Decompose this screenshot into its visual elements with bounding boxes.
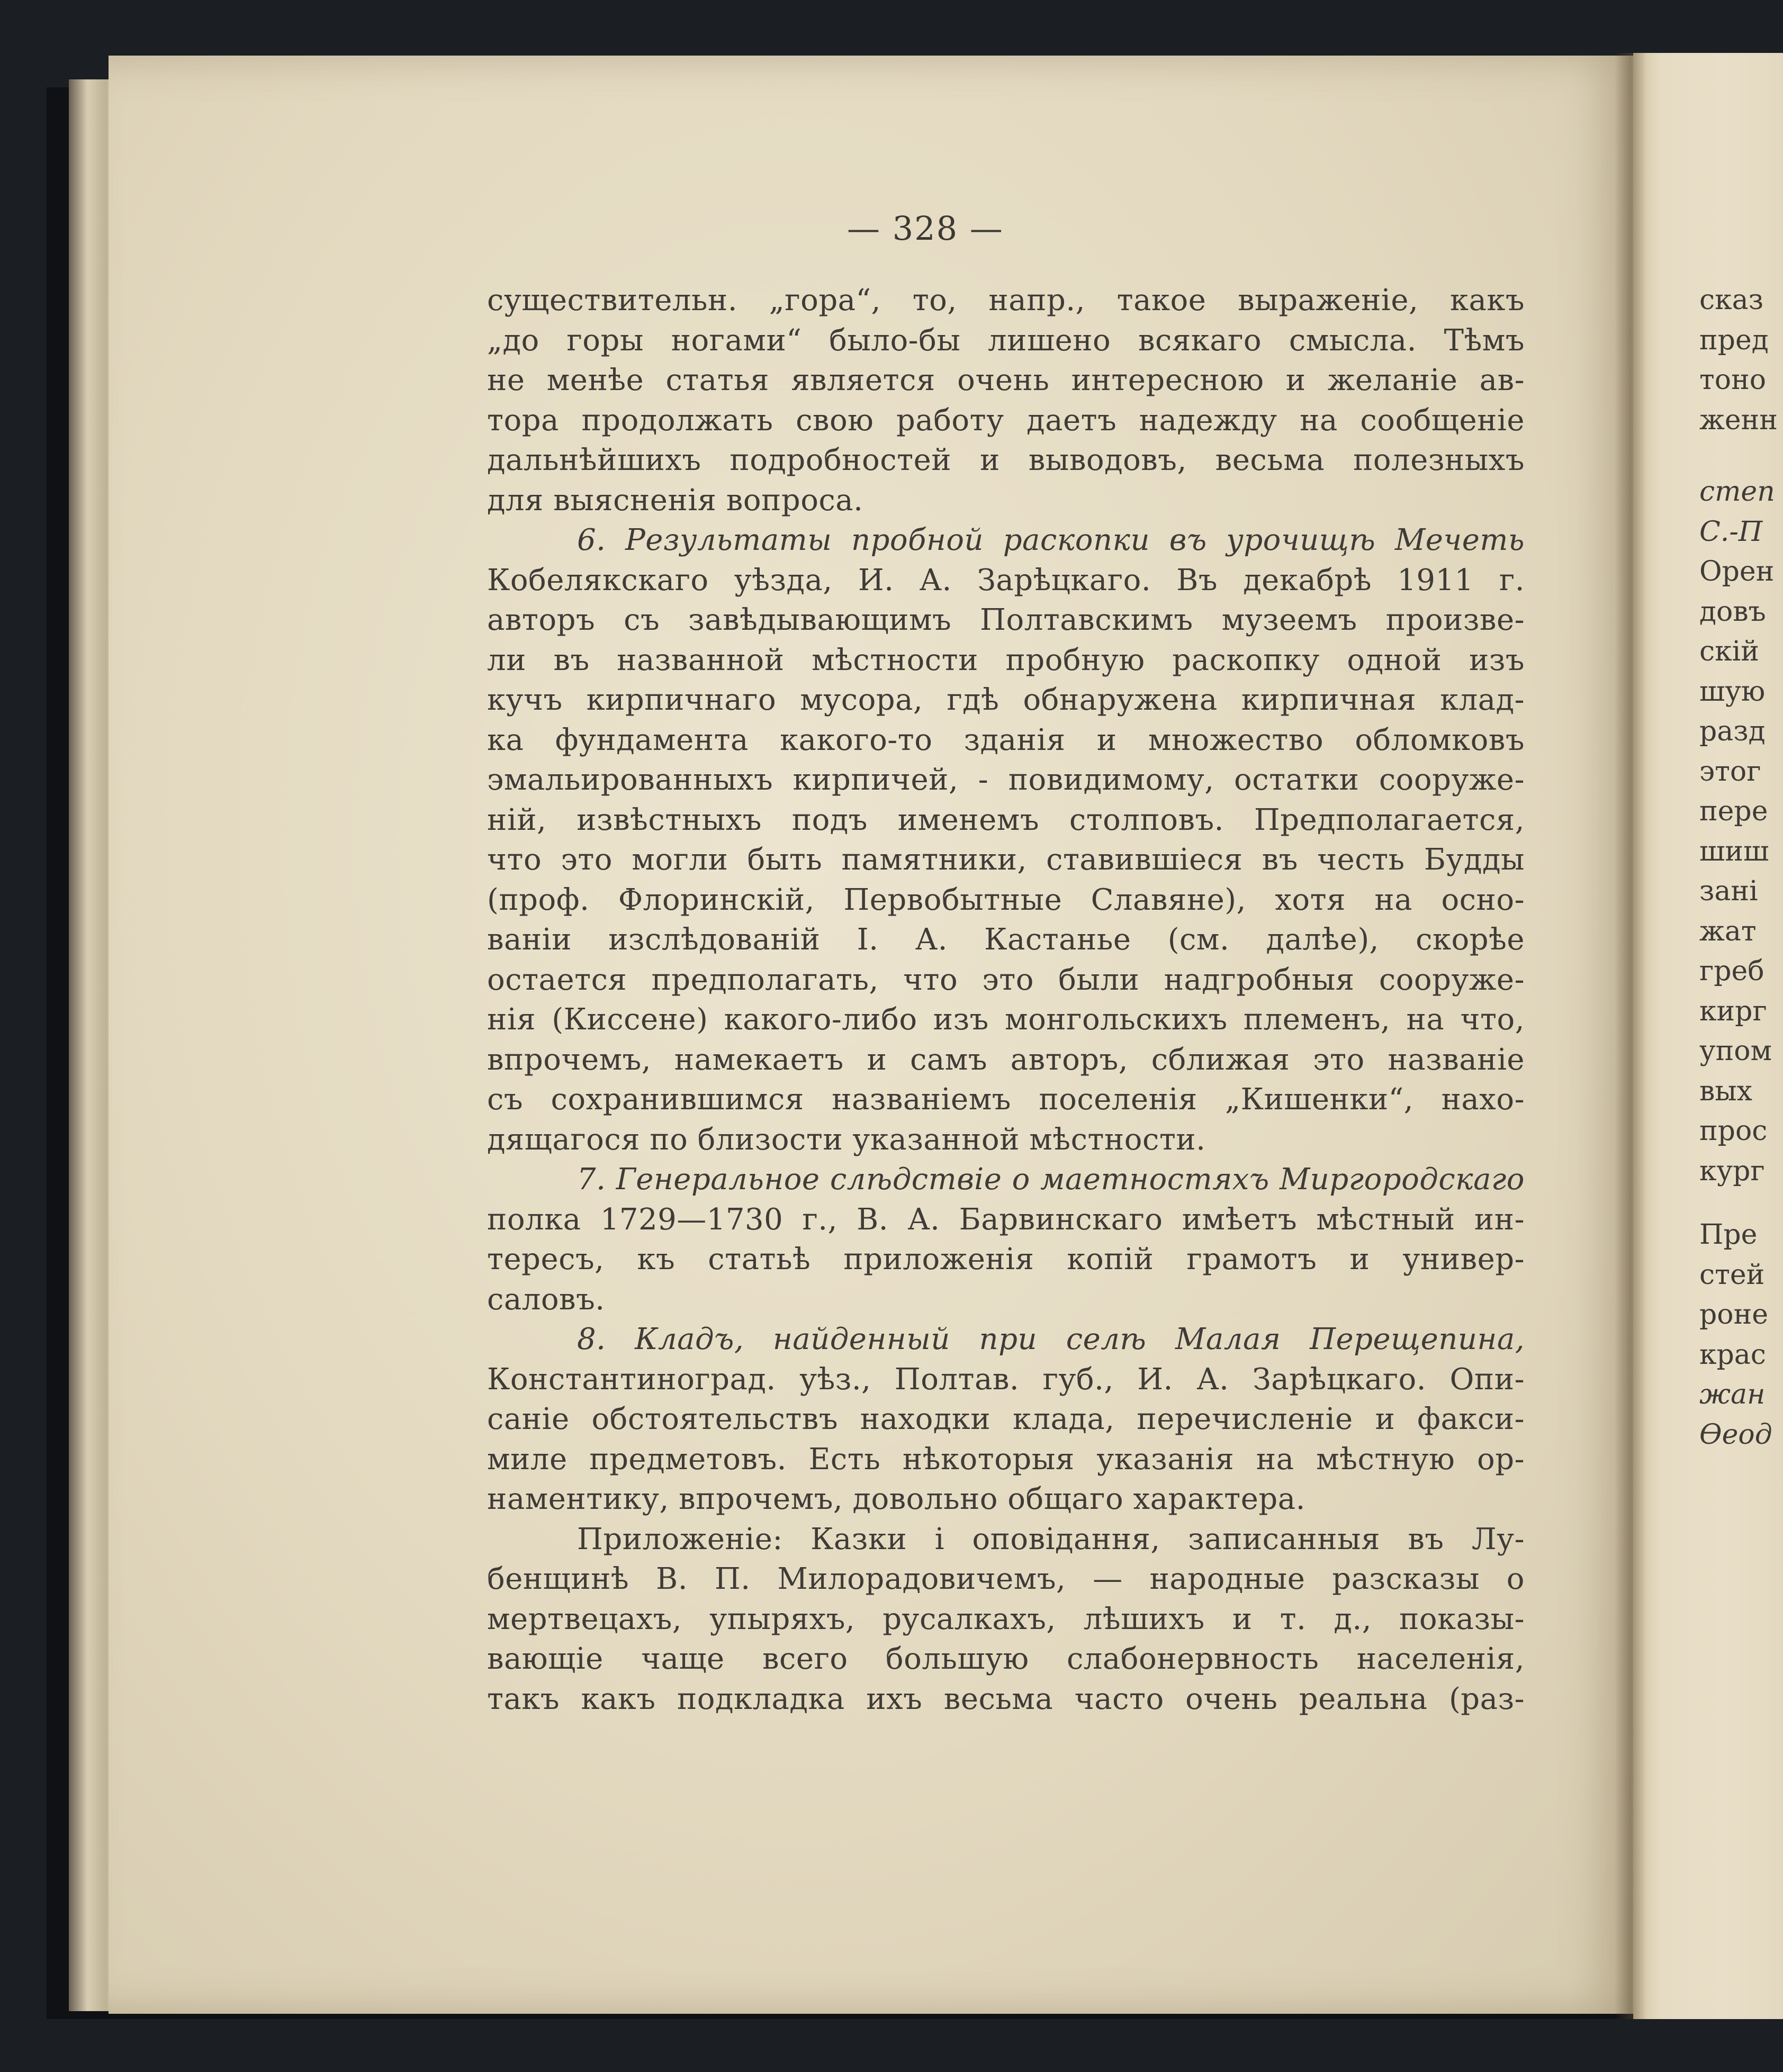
text-line: впрочемъ, намекаетъ и самъ авторъ, сближая это названіе: [487, 1042, 1525, 1077]
section-heading: 7. Генеральное слѣдствіе о маетностяхъ Миргородскаго: [577, 1162, 1525, 1197]
text-line: вых: [1699, 1075, 1752, 1107]
text-line: кучъ кирпичнаго мусора, гдѣ обнаружена кирпичная клад-: [487, 683, 1525, 717]
text-line: тоно: [1699, 364, 1767, 396]
text-line: мертвецахъ, упыряхъ, русалкахъ, лѣшихъ и т. д., показы-: [487, 1601, 1525, 1636]
left-page-text: [487, 281, 1525, 1719]
text-line: довъ: [1699, 595, 1766, 628]
text-line: что это могли быть памятники, ставившіеся въ честь Будды: [487, 843, 1525, 877]
text-line: упом: [1699, 1035, 1772, 1067]
text-line: сказ: [1699, 284, 1763, 316]
text-line: кург: [1699, 1155, 1765, 1187]
text-line: скій: [1699, 636, 1759, 667]
text-line: Константиноград. уѣз., Полтав. губ., И. А. Зарѣцкаго. Опи-: [487, 1362, 1525, 1397]
text-line: греб: [1699, 955, 1764, 987]
text-line: тересъ, къ статьѣ приложенія копій грамотъ и универ-: [487, 1242, 1525, 1277]
section-heading: 8. Кладъ, найденный при селѣ Малая Перещепина,: [577, 1322, 1525, 1356]
text-line: С.-П: [1699, 515, 1763, 548]
text-line: полка 1729—1730 г., В. А. Барвинскаго имѣетъ мѣстный ин-: [487, 1202, 1525, 1237]
text-line: разд: [1699, 716, 1766, 747]
right-page-text: [1699, 281, 1783, 1455]
text-line: тора продолжать свою работу даетъ надежду на сообщеніе: [487, 403, 1525, 438]
text-line: ли въ названной мѣстности пробную раскопку одной изъ: [487, 643, 1525, 677]
text-line: жат: [1699, 915, 1757, 947]
text-line: пере: [1699, 795, 1768, 827]
spacer: [1699, 1191, 1783, 1215]
text-line: шую: [1699, 675, 1766, 708]
text-line: Орен: [1699, 556, 1775, 587]
spacer: [1699, 440, 1783, 472]
text-line: существительн. „гора“, то, напр., такое выраженіе, какъ: [487, 283, 1525, 318]
page-number: — 328 —: [847, 209, 1004, 248]
text-line: такъ какъ подкладка ихъ весьма часто очень реальна (раз-: [487, 1681, 1525, 1716]
text-line: ваніи изслѣдованій І. А. Кастанье (см. далѣе), скорѣе: [487, 922, 1525, 957]
text-line: „до горы ногами“ было-бы лишено всякаго смысла. Тѣмъ: [487, 323, 1525, 358]
text-line: зані: [1699, 875, 1758, 907]
text-line: саніе обстоятельствъ находки клада, перечисленіе и факси-: [487, 1402, 1525, 1436]
text-line: женн: [1699, 404, 1778, 436]
text-line: не менѣе статья является очень интересною и желаніе ав-: [487, 363, 1525, 397]
text-line: ній, извѣстныхъ подъ именемъ столповъ. Предполагается,: [487, 802, 1525, 837]
text-line: миле предметовъ. Есть нѣкоторыя указанія на мѣстную ор-: [487, 1442, 1525, 1477]
text-line: эмальированныхъ кирпичей, - повидимому, остатки сооруже-: [487, 763, 1525, 797]
text-line: роне: [1699, 1299, 1769, 1331]
text-line: остается предполагать, что это были надгробныя сооруже-: [487, 962, 1525, 997]
section-heading: 6. Результаты пробной раскопки въ урочищѣ Мечеть: [577, 523, 1525, 557]
text-line: крас: [1699, 1338, 1766, 1371]
text-line: бенщинѣ В. П. Милорадовичемъ, — народные разсказы о: [487, 1562, 1525, 1596]
text-line: съ сохранившимся названіемъ поселенія „Кишенки“, нахо-: [487, 1082, 1525, 1117]
text-line: дальнѣйшихъ подробностей и выводовъ, весьма полезныхъ: [487, 443, 1525, 477]
text-line: пред: [1699, 324, 1769, 356]
text-line: Өеод: [1699, 1418, 1772, 1451]
text-line: этог: [1699, 755, 1761, 788]
appendix-heading: Приложеніе: Казки і оповідання, записанныя въ Лу-: [577, 1522, 1525, 1557]
text-line: степ: [1699, 476, 1775, 508]
text-line: Кобелякскаго уѣзда, И. А. Зарѣцкаго. Въ декабрѣ 1911 г.: [487, 563, 1525, 598]
book-gutter: [1615, 53, 1646, 2019]
text-line: кирг: [1699, 995, 1767, 1027]
text-line: нія (Киссене) какого-либо изъ монгольскихъ племенъ, на что,: [487, 1002, 1525, 1037]
text-line: вающіе чаще всего большую слабонервность населенія,: [487, 1642, 1525, 1676]
text-line: (проф. Флоринскій, Первобытные Славяне), хотя на осно-: [487, 882, 1525, 917]
text-line: дящагося по близости указанной мѣстности.: [487, 1122, 1206, 1157]
text-line: шиш: [1699, 835, 1769, 867]
text-line: жан: [1699, 1379, 1766, 1410]
text-line: для выясненія вопроса.: [487, 483, 863, 518]
text-line: Пре: [1699, 1219, 1758, 1251]
text-line: саловъ.: [487, 1282, 605, 1317]
text-line: наментику, впрочемъ, довольно общаго характера.: [487, 1482, 1305, 1516]
text-line: прос: [1699, 1115, 1768, 1147]
text-line: стей: [1699, 1259, 1765, 1291]
text-line: ка фундамента какого-то зданія и множество обломковъ: [487, 722, 1525, 757]
text-line: авторъ съ завѣдывающимъ Полтавскимъ музеемъ произве-: [487, 603, 1525, 637]
